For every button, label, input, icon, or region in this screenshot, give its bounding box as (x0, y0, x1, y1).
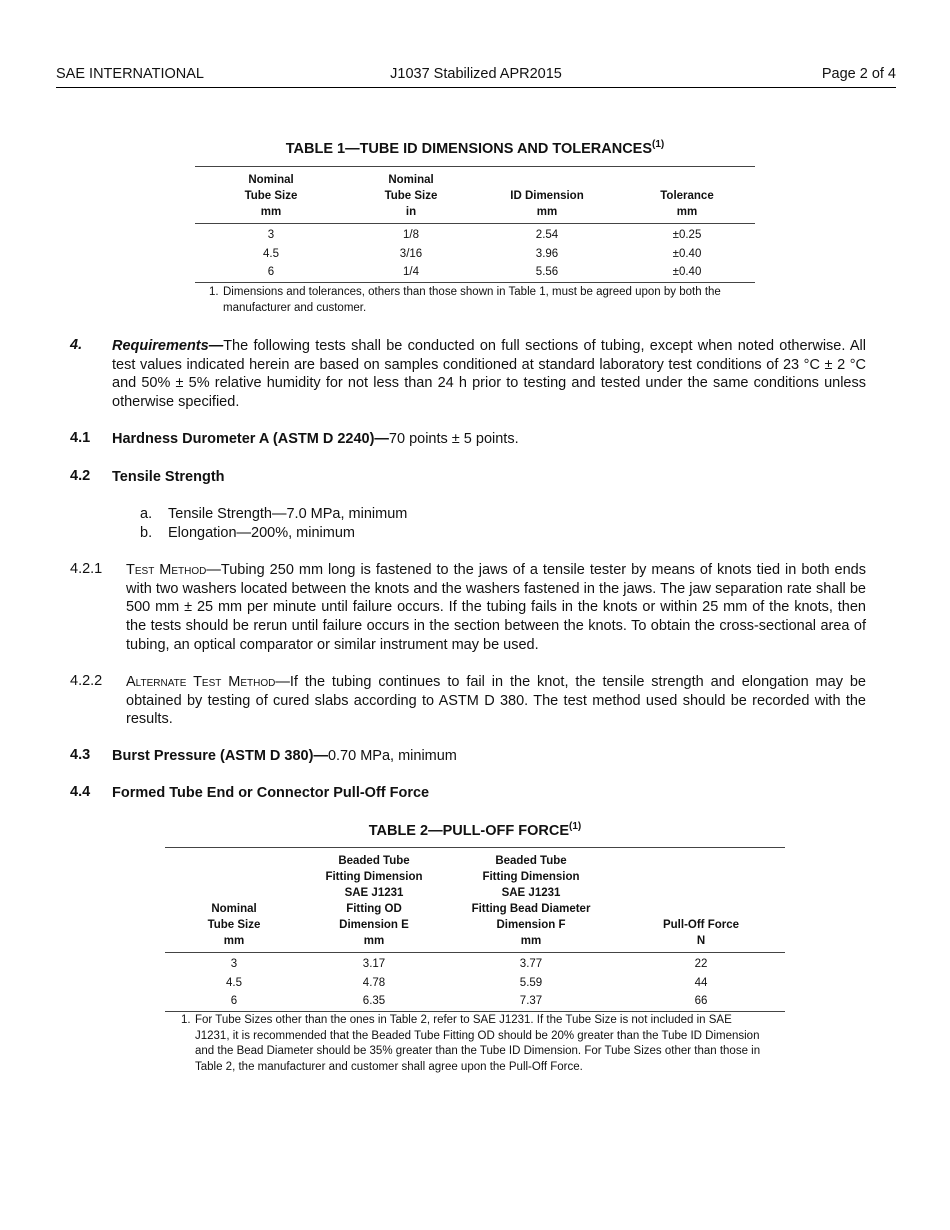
header-org: SAE INTERNATIONAL (56, 66, 204, 82)
section-4-2-1-body: Test Method—Tubing 250 mm long is fastened to the jaws of a tensile tester by means of knots tied in both ends with two washers located between the knots and the washers fastened in the jaws. The jaw separation rate shall be 500 mm ± 25 mm per minute until failure occurs. If the tubing fails in the knots or within 25 mm of the knots, then the tests should be rerun until failure occurs in the section between the knots. To obtain the cross-sectional area of tubing, an optical comparator or similar instrument may be used. (126, 562, 866, 653)
section-4-number: 4. (70, 337, 83, 353)
section-4-3-number: 4.3 (70, 747, 91, 763)
header-doc-id: J1037 Stabilized APR2015 (390, 66, 562, 82)
table1-col-header: Nominal Tube Size in (384, 174, 438, 218)
section-4-1-number: 4.1 (70, 430, 91, 446)
list-item-text: Tensile Strength—7.0 MPa, minimum (168, 506, 408, 522)
table1-title: TABLE 1—TUBE ID DIMENSIONS AND TOLERANCES$^{(1)}$ (285, 139, 665, 157)
table2-col-header: Beaded Tube Fitting Dimension SAE J1231 Fitting Bead Diameter Dimension F mm (471, 855, 591, 947)
table1 (195, 166, 755, 283)
table1-footnote: 1. Dimensions and tolerances, others than those shown in Table 1, must be agreed upon by both the manufacturer and customer. (209, 286, 721, 314)
table2-header-row (165, 848, 785, 953)
section-4-3-body: Burst Pressure (ASTM D 380)—0.70 MPa, minimum (112, 748, 457, 764)
section-4-2-1-number: 4.2.1 (70, 561, 103, 577)
section-4-4-title: Formed Tube End or Connector Pull-Off Force (112, 785, 430, 801)
table-row: 3 1/8 2.54 ±0.25 (267, 229, 702, 241)
table2-col-header: Nominal Tube Size mm (207, 903, 261, 947)
list-item: b. (140, 525, 153, 541)
table1-col-header: Tolerance mm (660, 190, 714, 218)
table2-footnote: 1. For Tube Sizes other than the ones in Table 2, refer to SAE J1231. If the Tube Size is not included in SAE J1231, it is recommended that the Beaded Tube Fitting OD should be 20% greater than the Tube ID Dimension and the Bead Diameter should be 35% greater than the Tube ID Dimension. For Tube Sizes other than those in Table 2, the manufacturer and customer shall agree upon the Pull-Off Force. (181, 1014, 761, 1073)
header-page-number: Page 2 of 4 (821, 66, 896, 82)
table-row: 6 1/4 5.56 ±0.40 (195, 263, 755, 282)
table2 (165, 847, 785, 1012)
table2-col-header: Pull-Off Force N (662, 919, 740, 947)
table-row: 4.5 4.78 5.59 44 (226, 976, 708, 989)
section-4-2-2-body: Alternate Test Method—If the tubing continues to fail in the knot, the tensile strength and elongation may be obtained by testing of cured slabs according to ASTM D 380. The test method used should be recorded with the results. (126, 674, 866, 728)
section-4-4-number: 4.4 (70, 784, 91, 800)
list-item: a. (140, 506, 153, 522)
list-item-text: Elongation—200%, minimum (168, 525, 355, 541)
table1-header-row (195, 167, 755, 224)
page-header (56, 66, 896, 88)
table1-col-header: Nominal Tube Size mm (244, 174, 298, 218)
table-row: 3 3.17 3.77 22 (230, 958, 708, 970)
table-row: 6 6.35 7.37 66 (165, 992, 785, 1011)
table2-col-header: Beaded Tube Fitting Dimension SAE J1231 Fitting OD Dimension E mm (325, 855, 423, 947)
section-4-1-body: Hardness Durometer A (ASTM D 2240)—70 points ± 5 points. (112, 431, 519, 447)
table1-col-header: ID Dimension mm (510, 190, 584, 218)
table-row: 4.5 3/16 3.96 ±0.40 (263, 247, 702, 260)
section-4-body: Requirements—The following tests shall be conducted on full sections of tubing, except when noted otherwise. All test values indicated herein are based on samples conditioned at standard laboratory test conditions of 23 °C ± 2 °C and 50% ± 5% relative humidity for not less than 24 h prior to testing and tested under the same conditions unless otherwise specified. (112, 338, 866, 411)
section-4-2-number: 4.2 (70, 468, 91, 484)
section-4-2-2-number: 4.2.2 (70, 673, 103, 689)
section-4-2-title: Tensile Strength (112, 469, 225, 485)
table2-title: TABLE 2—PULL-OFF FORCE$^{(1)}$ (368, 821, 582, 839)
